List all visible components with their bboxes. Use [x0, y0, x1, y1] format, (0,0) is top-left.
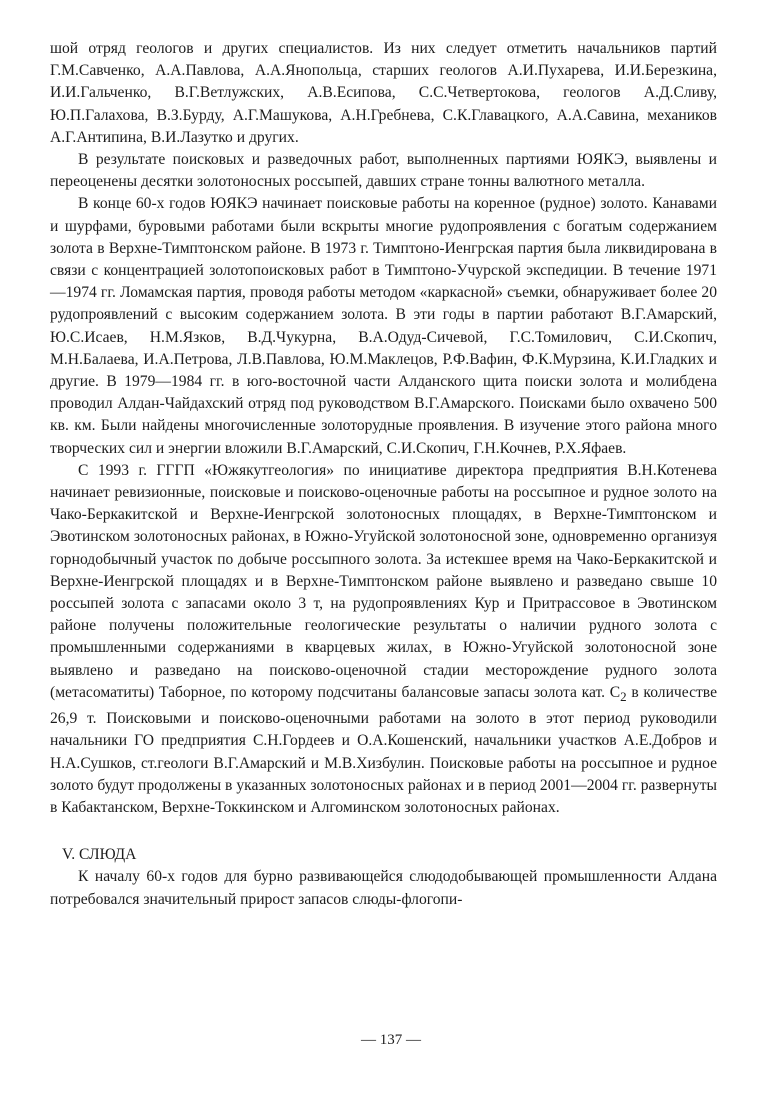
paragraph-results: В результате поисковых и разведочных работ, выполненных партиями ЮЯКЭ, выявлены и переоценены десятки золотоносных россыпей, давших стране тонны валютного металла. [50, 151, 717, 191]
paragraph-1993-tail: в количестве 26,9 т. Поисковыми и поисково-оценочными работами на золото в этот период руководили начальники ГО предприятия С.Н.Гордеев и О.А.Кошенский, начальники участков А.Е.Добров и Н.А.Сушков, ст.геологи В.Г.Амарский и М.В.Хизбулин. Поисковые работы на россыпное и рудное золото будут продолжены в указанных золотоносных районах и в период 2001—2004 гг. развернуты в Кабактанском, Верхне-Токкинском и Алгоминском золотоносных районах. [50, 683, 717, 817]
paragraph-1993 [50, 460, 717, 819]
page-number: — 137 — [361, 1032, 421, 1048]
section-heading: V. СЛЮДА [62, 846, 137, 864]
paragraph-1993-main: С 1993 г. ГГГП «Южякутгеология» по инициативе директора предприятия В.Н.Котенева начинает ревизионные, поисковые и поисково-оценочные работы на россыпное и рудное золото на Чако-Беркакитской и Верхне-Иенгрской золотоносных площадях, в Верхне-Тимптонском и Эвотинском золотоносных районах, в Южно-Угуйской золотоносной зоне, одновременно организуя горнодобычный участок по добыче россыпного золота. За истекшее время на Чако-Беркакитской и Верхне-Иенгрской площадях и в Верхне-Тимптонском районе выявлено и разведано свыше 10 россыпей золота с запасами около 3 т, на рудопроявлениях Кур и Притрассовое в Эвотинском районе получены положительные геологические результаты о наличии рудного золота с промышленными содержаниями в кварцевых жилах, в Южно-Угуйской золотоносной зоне выявлено и разведано на поисково-оценочной стадии месторождение рудного золота (метасоматиты) Таборное, по которому подсчитаны балансовые запасы золота кат. C [50, 461, 717, 701]
paragraph-ore-gold: В конце 60-х годов ЮЯКЭ начинает поисковые работы на коренное (рудное) золото. Канавами и шурфами, буровыми работами были вскрыты многие рудопроявления с богатым содержанием золота в Верхне-Тимптонском районе. В 1973 г. Тимптоно-Иенгрская партия была ликвидирована в связи с концентрацией золотопоисковых работ в Тимптоно-Учурской экспедиции. В течение 1971—1974 гг. Ломамская партия, проводя работы методом «каркасной» съемки, обнаруживает более 20 рудопроявлений с высоким содержанием золота. В эти годы в партии работают В.Г.Амарский, Ю.С.Исаев, Н.М.Язков, В.Д.Чукурна, В.А.Одуд-Сичевой, Г.С.Томилович, С.И.Скопич, М.Н.Балаева, И.А.Петрова, Л.В.Павлова, Ю.М.Маклецов, Р.Ф.Вафин, Ф.К.Мурзина, К.И.Гладких и другие. В 1979—1984 гг. в юго-восточной части Алданского щита поиски золота и молибдена проводил Алдан-Чайдахский отряд под руководством В.Г.Амарского. Поисками было охвачено 500 кв. км. Были найдены многочисленные золоторудные проявления. В изучение этого района много творческих сил и энергии вложили В.Г.Амарский, С.И.Скопич, Г.Н.Кочнев, Р.Х.Яфаев. [50, 195, 717, 457]
category-subscript: 2 [620, 689, 627, 704]
body-text [50, 38, 717, 911]
paragraph-mica: К началу 60-х годов для бурно развивающейся слюдодобывающей промышленности Алдана потребовался значительный прирост запасов слюды-флогопи- [50, 868, 717, 908]
paragraph-continuation: шой отряд геологов и других специалистов. Из них следует отметить начальников партий Г.М.Савченко, А.А.Павлова, А.А.Янопольца, старших геологов А.И.Пухарева, И.И.Березкина, И.И.Гальченко, В.Г.Ветлужских, А.В.Есипова, С.С.Четвертокова, геологов А.Д.Сливу, Ю.П.Галахова, В.З.Бурду, А.Г.Машукова, А.Н.Гребнева, С.К.Главацкого, А.А.Савина, механиков А.Г.Антипина, В.И.Лазутко и других. [50, 40, 717, 146]
